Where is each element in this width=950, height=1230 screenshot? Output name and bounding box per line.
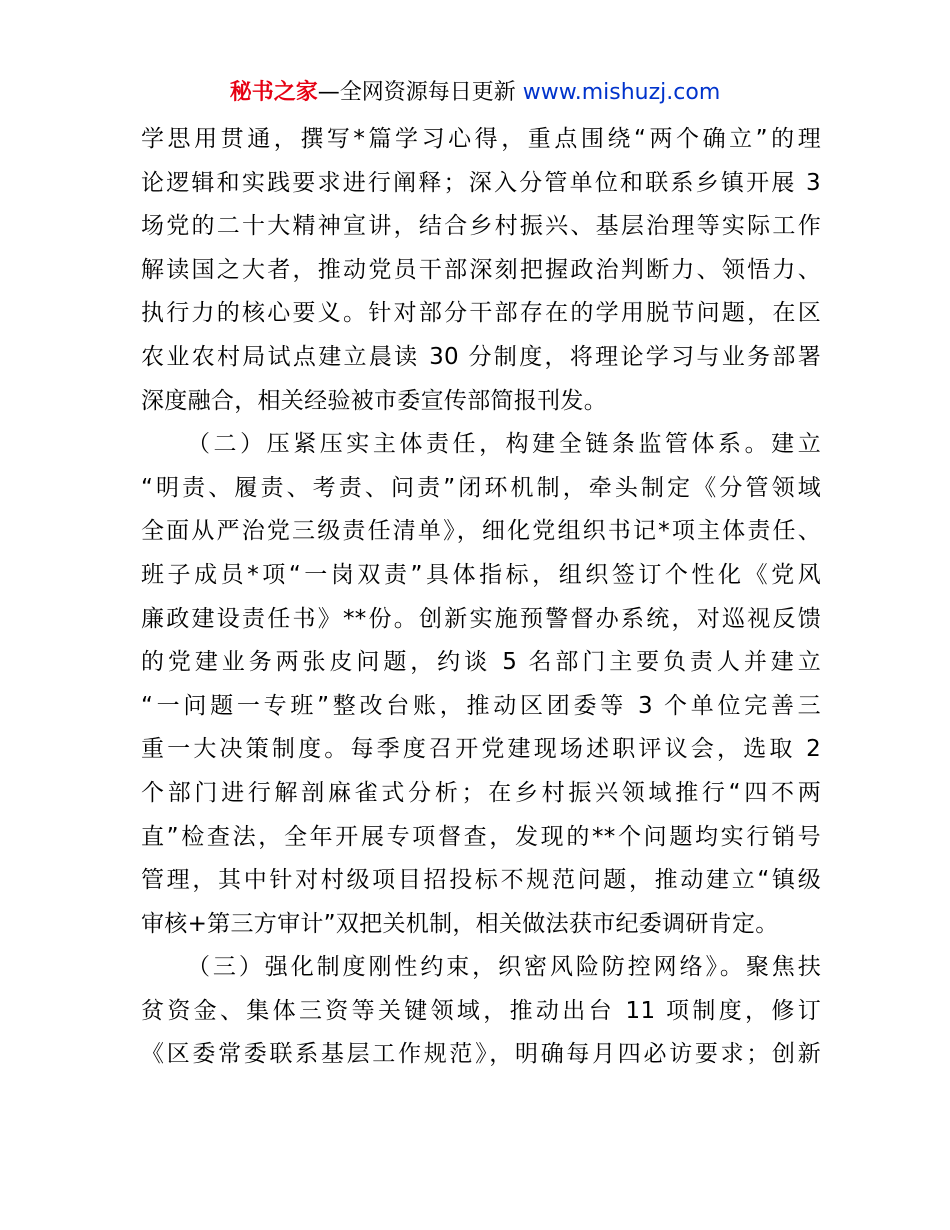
paragraph-2 bbox=[141, 423, 821, 946]
section-heading-line: （三）强化制度刚性约束，织密风险防控网络》。聚焦扶 bbox=[187, 954, 821, 981]
text-line: 班子成员*项“一岗双责”具体指标，组织签订个性化《党风 bbox=[141, 561, 821, 588]
text-line: 深度融合，相关经验被市委宣传部简报刊发。 bbox=[141, 387, 607, 414]
text-line: 执行力的核心要义。针对部分干部存在的学用脱节问题，在区 bbox=[141, 300, 821, 327]
text-line: 全面从严治党三级责任清单》，细化党组织书记*项主体责任、 bbox=[141, 518, 821, 545]
paragraph-3 bbox=[141, 946, 821, 1077]
text-line: 农业农村局试点建立晨读 30 分制度，将理论学习与业务部署 bbox=[141, 343, 821, 370]
text-line: 重一大决策制度。每季度召开党建现场述职评议会，选取 2 bbox=[141, 736, 821, 763]
section-heading-line: （二）压紧压实主体责任，构建全链条监管体系。建立 bbox=[187, 431, 821, 458]
text-line: 直”检查法，全年开展专项督查，发现的**个问题均实行销号 bbox=[141, 823, 821, 850]
text-line: 个部门进行解剖麻雀式分析；在乡村振兴领域推行“四不两 bbox=[141, 779, 821, 806]
text-line: 论逻辑和实践要求进行阐释；深入分管单位和联系乡镇开展 3 bbox=[141, 169, 821, 196]
document-body bbox=[141, 118, 821, 1077]
text-line: 廉政建设责任书》**份。创新实施预警督办系统，对巡视反馈 bbox=[141, 605, 821, 632]
site-header bbox=[0, 78, 950, 108]
text-line: 审核+第三方审计”双把关机制，相关做法获市纪委调研肯定。 bbox=[141, 910, 779, 937]
text-line: 解读国之大者，推动党员干部深刻把握政治判断力、领悟力、 bbox=[141, 256, 821, 283]
text-line: “一问题一专班”整改台账，推动区团委等 3 个单位完善三 bbox=[141, 692, 821, 719]
text-line: 管理，其中针对村级项目招投标不规范问题，推动建立“镇级 bbox=[141, 867, 821, 894]
text-line: 《区委常委联系基层工作规范》，明确每月四必访要求；创新 bbox=[141, 1041, 821, 1068]
text-line: “明责、履责、考责、问责”闭环机制，牵头制定《分管领域 bbox=[141, 474, 821, 501]
brand-name: 秘书之家 bbox=[229, 80, 318, 105]
site-tagline: —全网资源每日更新 bbox=[317, 80, 523, 105]
text-line: 的党建业务两张皮问题，约谈 5 名部门主要负责人并建立 bbox=[141, 649, 821, 676]
text-line: 场党的二十大精神宣讲，结合乡村振兴、基层治理等实际工作 bbox=[141, 213, 821, 240]
site-url-link[interactable]: www.mishuzj.com bbox=[522, 80, 721, 105]
paragraph-1 bbox=[141, 118, 821, 423]
text-line: 贫资金、集体三资等关键领域，推动出台 11 项制度，修订 bbox=[141, 997, 821, 1024]
text-line: 学思用贯通，撰写*篇学习心得，重点围绕“两个确立”的理 bbox=[141, 126, 821, 152]
